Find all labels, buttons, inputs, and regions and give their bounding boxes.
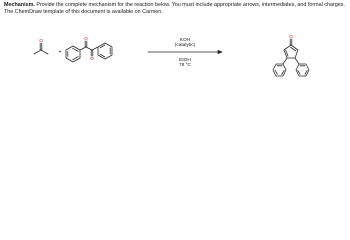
svg-text:O: O <box>84 36 88 41</box>
product-structure <box>273 39 309 76</box>
question-heading: Mechanism. <box>4 2 35 8</box>
base-reagent: KOH <box>179 38 191 43</box>
svg-text:O: O <box>289 34 293 39</box>
temperature: 78 °C <box>178 63 192 69</box>
benzil-structure <box>66 41 112 62</box>
plus-sign: + <box>58 49 62 56</box>
svg-text:O: O <box>90 56 94 61</box>
question-body: Provide the complete mechanism for the reaction below. You must include appropriate arrows, intermediates, and formal charges. The ChemDraw template of this document is available on Carmen. <box>4 2 345 15</box>
acetone-structure <box>34 38 48 54</box>
reaction-arrow <box>148 50 222 53</box>
conditions-below <box>170 58 200 69</box>
svg-text:O: O <box>39 38 43 43</box>
conditions-above <box>170 38 200 49</box>
solvent: EtOH <box>179 58 191 63</box>
catalytic-note: (catalytic) <box>174 43 196 49</box>
